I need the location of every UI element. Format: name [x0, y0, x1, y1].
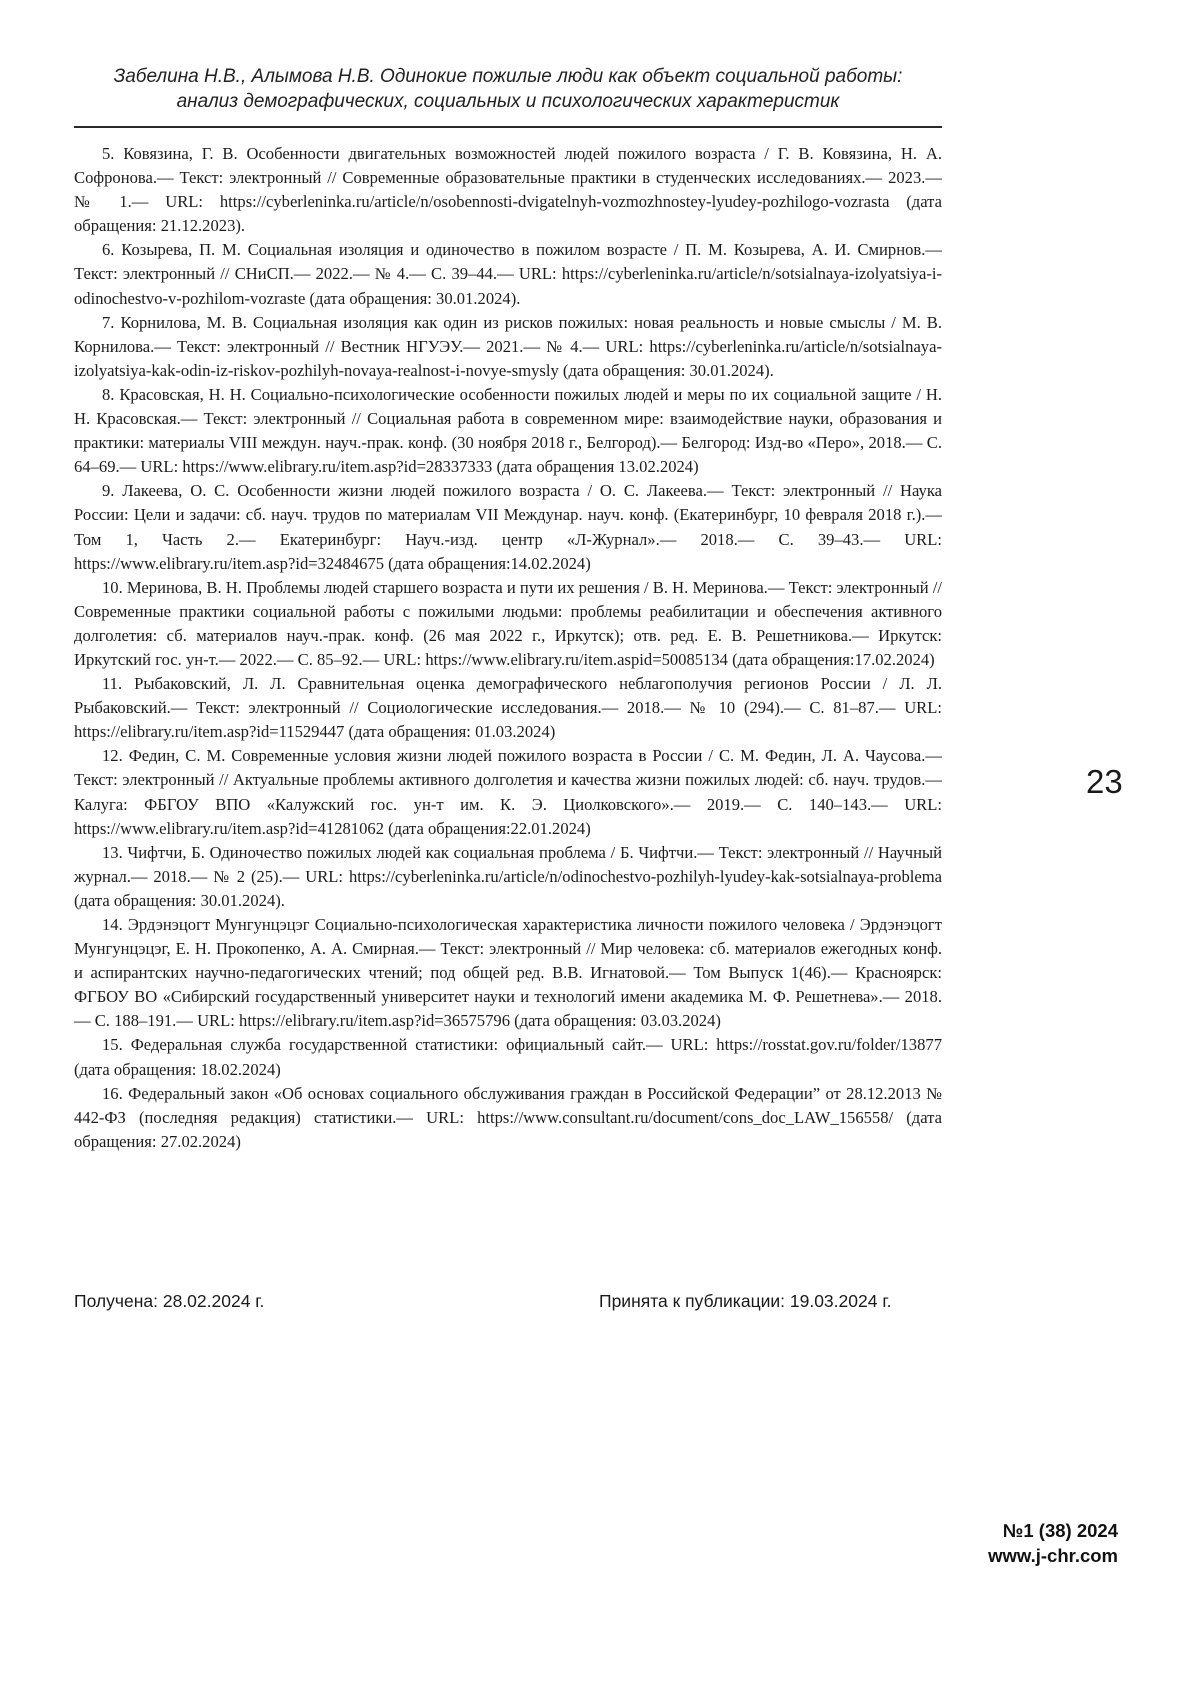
reference-item: 7. Корнилова, М. В. Социальная изоляция как один из рисков пожилых: новая реальность и новые смыслы / М. В. Корнилова.— Текст: электронный // Вестник НГУЭУ.— 2021.— № 4.— URL: https://cyberleninka.ru/article/n/sotsialnaya-izolyatsiya-kak-odin-iz-riskov-pozhilyh-novaya-realnost-i-novye-smysly (дата обращения: 30.01.2024). — [74, 312, 942, 380]
reference-item: 11. Рыбаковский, Л. Л. Сравнительная оценка демографического неблагополучия регионов России / Л. Л. Рыбаковский.— Текст: электронный // Социологические исследования.— 2018.— № 10 (294).— С. 81–87.— URL: https://elibrary.ru/item.asp?id=11529447 (дата обращения: 01.03.2024) — [74, 674, 942, 742]
reference-item: 5. Ковязина, Г. В. Особенности двигательных возможностей людей пожилого возраста / Г. В. Ковязина, Н. А. Софронова.— Текст: электронный // Современные образовательные практики в студенческих исследованиях.— 2023.— № 1.— URL: https://cyberleninka.ru/article/n/osobennosti-dvigatelnyh-vozmozhnostey-lyudey-pozhilogo-vozrasta (дата обращения: 21.12.2023). — [74, 144, 942, 236]
issue-number: №1 (38) 2024 — [1002, 1520, 1118, 1541]
running-header-line-1: Забелина Н.В., Алымова Н.В. Одинокие пожилые люди как объект социальной работы: — [113, 66, 903, 87]
page-number: 23 — [1086, 763, 1123, 800]
received-date: Получена: 28.02.2024 г. — [74, 1291, 265, 1311]
running-header — [74, 64, 942, 114]
reference-item: 10. Меринова, В. Н. Проблемы людей старшего возраста и пути их решения / В. Н. Меринова.— Текст: электронный // Современные практики социальной работы с пожилыми людьми: проблемы реабилитации и обеспечения активного долголетия: сб. материалов науч.-прак. конф. (26 мая 2022 г., Иркутск); отв. ред. Е. В. Решетникова.— Иркутск: Иркутский гос. ун-т.— 2022.— С. 85–92.— URL: https://www.elibrary.ru/item.aspid=50085134 (дата обращения:17.02.2024) — [74, 577, 942, 669]
journal-website: www.j-chr.com — [988, 1545, 1118, 1566]
reference-item: 8. Красовская, Н. Н. Социально-психологические особенности пожилых людей и меры по их социальной защите / Н. Н. Красовская.— Текст: электронный // Социальная работа в современном мире: взаимодействие науки, образования и практики: материалы VIII междун. науч.-прак. конф. (30 ноября 2018 г., Белгород).— Белгород: Изд-во «Перо», 2018.— С. 64–69.— URL: https://www.elibrary.ru/item.asp?id=28337333 (дата обращения 13.02.2024) — [74, 384, 942, 477]
reference-item: 9. Лакеева, О. С. Особенности жизни людей пожилого возраста / О. С. Лакеева.— Текст: электронный // Наука России: Цели и задачи: сб. науч. трудов по материалам VII Междунар. науч. конф. (Екатеринбург, 10 февраля 2018 г.).— Том 1, Часть 2.— Екатеринбург: Науч.-изд. центр «Л-Журнал».— 2018.— С. 39–43.— URL: https://www.elibrary.ru/item.asp?id=32484675 (дата обращения:14.02.2024) — [74, 481, 942, 573]
reference-item: 15. Федеральная служба государственной статистики: официальный сайт.— URL: https://rosstat.gov.ru/folder/13877 (дата обращения: 18.02.2024) — [74, 1035, 942, 1079]
header-divider — [74, 126, 942, 128]
reference-item: 6. Козырева, П. М. Социальная изоляция и одиночество в пожилом возрасте / П. М. Козырева, А. И. Смирнов.— Текст: электронный // СНиСП.— 2022.— № 4.— С. 39–44.— URL: https://cyberleninka.ru/article/n/sotsialnaya-izolyatsiya-i-odinochestvo-v-pozhilom-vozraste (дата обращения: 30.01.2024). — [74, 240, 942, 308]
accepted-date: Принята к публикации: 19.03.2024 г. — [599, 1291, 892, 1311]
running-header-line-2: анализ демографических, социальных и психологических характеристик — [176, 91, 840, 112]
journal-footer — [988, 1518, 1118, 1568]
reference-list — [74, 142, 942, 1154]
reference-item: 13. Чифтчи, Б. Одиночество пожилых людей как социальная проблема / Б. Чифтчи.— Текст: электронный // Научный журнал.— 2018.— № 2 (25).— URL: https://cyberleninka.ru/article/n/odinochestvo-pozhilyh-lyudey-kak-sotsialnaya-problema (дата обращения: 30.01.2024). — [74, 842, 942, 910]
reference-item: 16. Федеральный закон «Об основах социального обслуживания граждан в Российской Федерации” от 28.12.2013 № 442-ФЗ (последняя редакция) статистики.— URL: https://www.consultant.ru/document/cons_doc_LAW_156558/ (дата обращения: 27.02.2024) — [74, 1083, 942, 1151]
reference-item: 12. Федин, С. М. Современные условия жизни людей пожилого возраста в России / С. М. Федин, Л. А. Чаусова.— Текст: электронный // Актуальные проблемы активного долголетия и качества жизни пожилых людей: сб. науч. трудов.— Калуга: ФБГОУ ВПО «Калужский гос. ун-т им. К. Э. Циолковского».— 2019.— С. 140–143.— URL: https://www.elibrary.ru/item.asp?id=41281062 (дата обращения:22.01.2024) — [74, 746, 942, 838]
reference-item: 14. Эрдэнэцогт Мунгунцэцэг Социально-психологическая характеристика личности пожилого человека / Эрдэнэцогт Мунгунцэцэг, Е. Н. Прокопенко, А. А. Смирная.— Текст: электронный // Мир человека: сб. материалов ежегодных конф. и аспирантских научно-педагогических чтений; под общей ред. В.В. Игнатовой.— Том Выпуск 1(46).— Красноярск: ФГБОУ ВО «Сибирский государственный университет науки и технологий имени академика М. Ф. Решетнева».— 2018.— С. 188–191.— URL: https://elibrary.ru/item.asp?id=36575796 (дата обращения: 03.03.2024) — [74, 915, 942, 1031]
